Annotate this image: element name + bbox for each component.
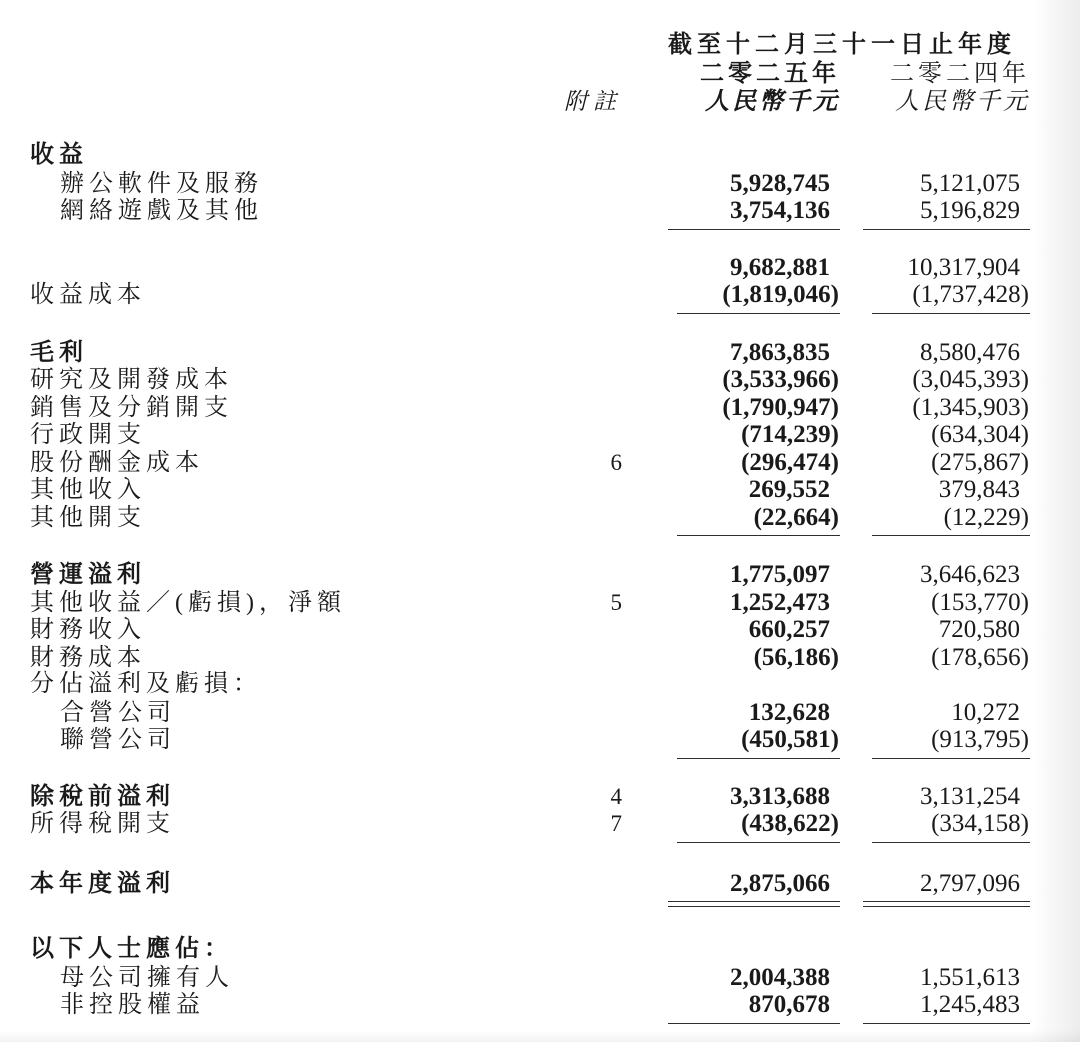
table-row — [30, 616, 1030, 644]
row-label: 銷售及分銷開支 — [30, 394, 233, 421]
value-2025 — [640, 699, 840, 727]
row-label: 分佔溢利及虧損： — [30, 671, 262, 697]
value-2025 — [640, 504, 840, 532]
value-2024 — [840, 197, 1030, 225]
table-row — [30, 726, 1030, 754]
table-row — [30, 142, 1030, 170]
value-2024 — [840, 870, 1030, 898]
unit-header-row — [30, 88, 1030, 116]
row-label: 收益 — [30, 142, 88, 168]
value-text: (714,239) — [741, 421, 839, 448]
value-2024 — [840, 616, 1030, 644]
note-ref: 4 — [610, 783, 622, 809]
row-label: 除稅前溢利 — [30, 783, 175, 810]
row-label: 研究及開發成本 — [30, 367, 233, 393]
value-text: (450,581) — [677, 726, 849, 754]
value-text: 379,843 — [938, 476, 1020, 503]
table-row — [30, 936, 1030, 964]
value-text: (296,474) — [741, 448, 839, 476]
value-text: (1,345,903) — [912, 393, 1029, 421]
value-text: (178,656) — [931, 643, 1029, 671]
row-label: 營運溢利 — [30, 562, 146, 588]
value-2024 — [840, 170, 1030, 198]
row-label: 財務收入 — [30, 617, 146, 643]
row-label: 以下人士應佔： — [30, 936, 233, 962]
value-text: 10,317,904 — [907, 253, 1020, 281]
value-2025 — [640, 421, 840, 449]
value-text: 5,928,745 — [730, 169, 830, 197]
table-row — [30, 504, 1030, 532]
row-label: 其他開支 — [30, 504, 146, 531]
note-ref: 6 — [610, 449, 622, 475]
value-2025 — [640, 870, 840, 898]
row-label: 非控股權益 — [60, 992, 205, 1018]
row-label: 毛利 — [30, 339, 88, 366]
value-2025 — [640, 366, 840, 394]
row-label: 辦公軟件及服務 — [60, 170, 263, 197]
row-label: 其他收入 — [30, 477, 146, 503]
table-row — [30, 197, 1030, 225]
row-label: 收益成本 — [30, 282, 146, 308]
table-row — [30, 589, 1030, 617]
value-text: 269,552 — [748, 476, 830, 503]
table-row — [30, 394, 1030, 422]
note-ref: 5 — [610, 589, 622, 615]
value-text: (913,795) — [872, 726, 1039, 754]
unit-2024-header: 人民幣千元 — [895, 89, 1030, 115]
value-text: (634,304) — [931, 421, 1029, 448]
value-text: (3,045,393) — [912, 366, 1029, 393]
value-text: 1,551,613 — [920, 963, 1020, 991]
table-row — [30, 870, 1030, 898]
value-2025 — [640, 394, 840, 422]
table-row — [30, 421, 1030, 449]
value-text: (1,737,428) — [872, 281, 1039, 309]
value-2024 — [840, 644, 1030, 672]
value-text: (334,158) — [872, 810, 1039, 838]
note-ref: 7 — [610, 811, 622, 836]
row-label: 所得稅開支 — [30, 811, 175, 837]
value-text: 3,131,254 — [920, 782, 1020, 810]
value-text: 870,678 — [668, 991, 840, 1019]
value-2024 — [840, 991, 1030, 1019]
value-2025 — [640, 476, 840, 504]
value-2025 — [640, 726, 840, 754]
value-2024 — [840, 421, 1030, 449]
value-2025 — [640, 589, 840, 617]
value-2025 — [640, 561, 840, 589]
value-text: 3,646,623 — [920, 561, 1020, 588]
value-2025 — [640, 964, 840, 992]
table-row — [30, 561, 1030, 589]
row-label: 網絡遊戲及其他 — [60, 198, 263, 224]
value-text: 3,754,136 — [668, 197, 840, 225]
table-row — [30, 449, 1030, 477]
table-row — [30, 783, 1030, 811]
table-row — [30, 964, 1030, 992]
table-row — [30, 366, 1030, 394]
value-2024 — [840, 281, 1030, 309]
value-2025 — [640, 197, 840, 225]
value-text: (153,770) — [931, 588, 1029, 616]
value-2025 — [640, 644, 840, 672]
value-text: 5,121,075 — [920, 169, 1020, 197]
value-text: (275,867) — [931, 448, 1029, 476]
table-row — [30, 281, 1030, 309]
value-text: (1,819,046) — [677, 281, 849, 309]
year-2024-header: 二零二四年 — [890, 61, 1030, 87]
period-header: 截至十二月三十一日止年度 — [668, 32, 1016, 58]
table-row — [30, 339, 1030, 367]
row-label: 其他收益／(虧損)，淨額 — [30, 589, 346, 616]
row-label: 本年度溢利 — [30, 870, 175, 897]
value-2024 — [840, 699, 1030, 727]
value-2024 — [840, 339, 1030, 367]
value-text: 3,313,688 — [730, 782, 830, 810]
year-header-row — [30, 60, 1030, 88]
table-row — [30, 991, 1030, 1019]
value-text: (12,229) — [872, 504, 1039, 532]
value-text: 2,004,388 — [730, 963, 830, 991]
value-text: (3,533,966) — [722, 366, 839, 393]
row-label: 聯營公司 — [60, 727, 176, 753]
year-2025-header: 二零二五年 — [700, 61, 840, 87]
value-2025 — [640, 254, 840, 282]
value-text: (1,790,947) — [722, 393, 839, 421]
value-2025 — [640, 170, 840, 198]
value-text: 1,252,473 — [730, 588, 830, 616]
note-column-header: 附註 — [564, 89, 622, 114]
table-row — [30, 254, 1030, 282]
value-text: 5,196,829 — [863, 197, 1030, 225]
value-text: 10,272 — [951, 698, 1020, 726]
table-row — [30, 476, 1030, 504]
value-text: (22,664) — [677, 504, 849, 532]
value-2024 — [840, 726, 1030, 754]
value-text: 9,682,881 — [730, 253, 830, 281]
value-text: 1,775,097 — [730, 561, 830, 588]
value-text: 2,797,096 — [863, 870, 1030, 898]
row-label: 母公司擁有人 — [60, 964, 234, 991]
value-2024 — [840, 476, 1030, 504]
table-row — [30, 644, 1030, 672]
value-2025 — [640, 991, 840, 1019]
table-row — [30, 699, 1030, 727]
value-2024 — [840, 810, 1030, 838]
row-label: 股份酬金成本 — [30, 449, 204, 476]
table-row — [30, 810, 1030, 838]
value-2024 — [840, 394, 1030, 422]
value-text: 7,863,835 — [730, 338, 830, 366]
value-2025 — [640, 810, 840, 838]
table-row — [30, 671, 1030, 699]
value-2025 — [640, 449, 840, 477]
header-gap — [30, 116, 1030, 142]
value-2024 — [840, 561, 1030, 589]
table-body — [30, 142, 1030, 1019]
table-header — [30, 30, 1030, 60]
row-label: 行政開支 — [30, 422, 146, 448]
unit-2025-header: 人民幣千元 — [705, 89, 840, 115]
value-text: 720,580 — [938, 616, 1020, 643]
value-text: 132,628 — [748, 698, 830, 726]
value-2024 — [840, 449, 1030, 477]
value-text: 2,875,066 — [668, 870, 840, 898]
row-label: 合營公司 — [60, 699, 176, 726]
value-text: 1,245,483 — [863, 991, 1030, 1019]
value-text: (438,622) — [677, 810, 849, 838]
row-label: 財務成本 — [30, 644, 146, 671]
value-2025 — [640, 616, 840, 644]
value-text: 660,257 — [748, 616, 830, 643]
value-2024 — [840, 783, 1030, 811]
value-2024 — [840, 504, 1030, 532]
value-2025 — [640, 783, 840, 811]
value-text: (56,186) — [753, 643, 839, 671]
value-2025 — [640, 281, 840, 309]
value-2024 — [840, 366, 1030, 394]
value-text: 8,580,476 — [920, 338, 1020, 366]
value-2024 — [840, 964, 1030, 992]
value-2024 — [840, 254, 1030, 282]
value-2025 — [640, 339, 840, 367]
value-2024 — [840, 589, 1030, 617]
table-row — [30, 170, 1030, 198]
